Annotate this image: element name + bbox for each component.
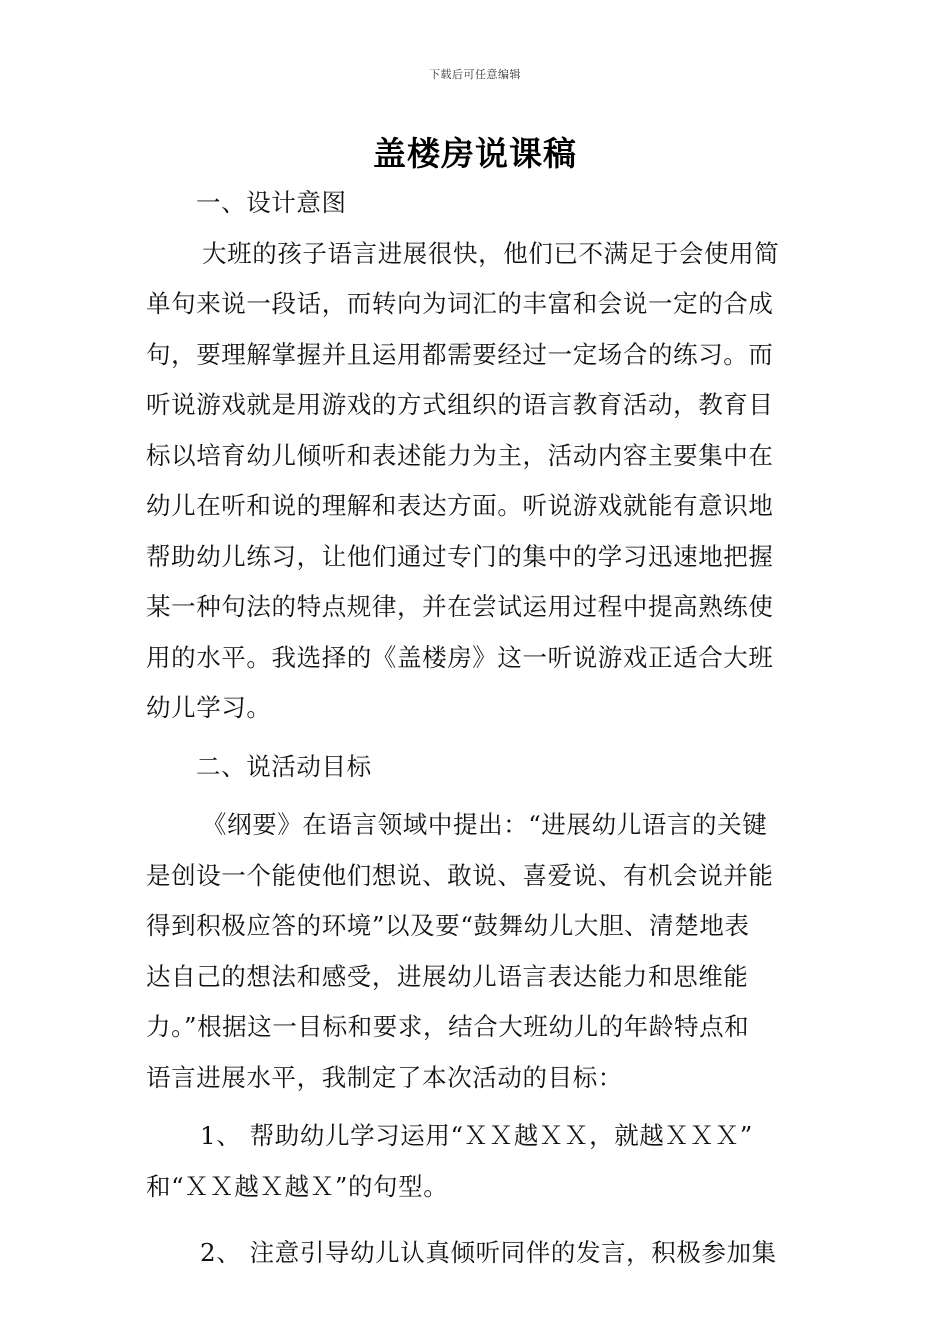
spacer <box>146 1212 808 1228</box>
paragraph-line: 是创设一个能使他们想说、敢说、喜爱说、有机会说并能 <box>146 860 774 890</box>
spacer <box>146 1103 808 1111</box>
paragraph-line: 幼儿在听和说的理解和表达方面。听说游戏就能有意识地 <box>146 491 774 520</box>
paragraph-line: 标以培育幼儿倾听和表述能力为主，活动内容主要集中在 <box>146 440 774 470</box>
section-heading-design-intent: 一、设计意图 <box>196 188 347 217</box>
paragraph-line: 力。”根据这一目标和要求，结合大班幼儿的年龄特点和 <box>146 1012 750 1041</box>
paragraph-line: 大班的孩子语言进展很快，他们已不满足于会使用简 <box>202 238 780 268</box>
spacer <box>146 734 808 742</box>
goal-item-2: 2、 注意引导幼儿认真倾听同伴的发言，积极参加集 <box>200 1238 777 1267</box>
goal-item-1: 1、 帮助幼儿学习运用“ＸＸ越ＸＸ，就越ＸＸＸ” <box>200 1121 753 1150</box>
document-title: 盖楼房说课稿 <box>373 134 577 173</box>
spacer <box>146 792 808 800</box>
paragraph-line: 达自己的想法和感受，进展幼儿语言表达能力和思维能 <box>146 961 749 991</box>
paragraph-line: 用的水平。我选择的《盖楼房》这一听说游戏正适合大班 <box>146 642 774 672</box>
document-body <box>146 178 808 1279</box>
header-note: 下载后可任意编辑 <box>429 68 521 81</box>
paragraph-line: 某一种句法的特点规律，并在尝试运用过程中提高熟练使 <box>146 592 774 621</box>
paragraph-line: 句，要理解掌握并且运用都需要经过一定场合的练习。而 <box>146 339 774 369</box>
goal-item-1-continued: 和“ＸＸ越Ｘ越Ｘ”的句型。 <box>146 1171 449 1201</box>
paragraph-line: 帮助幼儿练习，让他们通过专门的集中的学习迅速地把握 <box>146 541 774 571</box>
paragraph-line: 语言进展水平，我制定了本次活动的目标： <box>146 1062 623 1092</box>
section-heading-activity-goals: 二、说活动目标 <box>196 751 372 781</box>
paragraph-line: 幼儿学习。 <box>146 693 272 722</box>
paragraph-line: 得到积极应答的环境”以及要“鼓舞幼儿大胆、清楚地表 <box>146 911 750 940</box>
paragraph-line: 单句来说一段话，而转向为词汇的丰富和会说一定的合成 <box>146 289 774 318</box>
paragraph-line: 听说游戏就是用游戏的方式组织的语言教育活动，教育目 <box>146 390 774 419</box>
paragraph-line: 《纲要》在语言领域中提出：“进展幼儿语言的关键 <box>202 810 768 839</box>
